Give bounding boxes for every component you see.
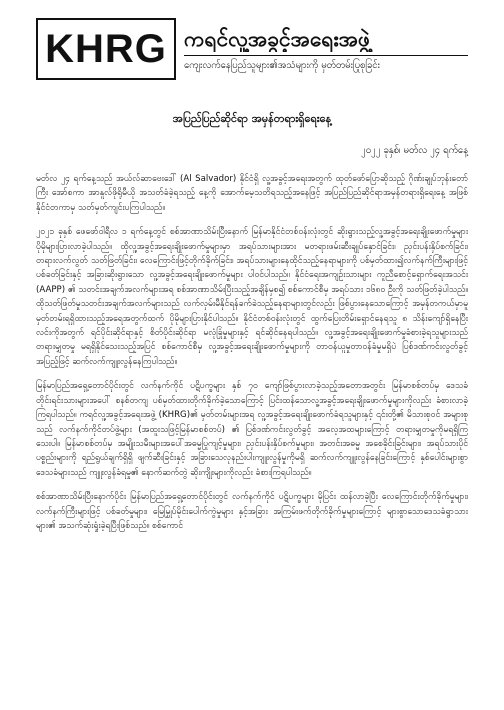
letterhead — [36, 18, 468, 80]
paragraph-4: စစ်အာဏာသိမ်းပြီးနောက်ပိုင်း မြန်မာပြည်အရှေ့တောင်ပိုင်းတွင် လက်နက်ကိုင် ပဋိပက္ခများ မိုပြင်း ထန်လာခဲ့ပြီး လေကြောင်းတိုက်ခိုက်မှုများ၊ လက်နက်ကြီးများဖြင့် ပစ်ခတ်မှုများ၊ မြေမြှုပ်မိုင်းပေါက်ကွဲမှုများ နှင့်အခြား အကြမ်းဖက်တိုက်ခိုက်မှုများကြောင့် များစွာသောဒေသခံရွာသားများ၏ အသက်ဆုံးရှုံးခဲ့ရပြီးဖြစ်သည်။ စစ်ကောင် — [36, 492, 468, 531]
document-title: အပြည်ပြည်ဆိုင်ရာ အမှန်တရားရှိရေးနေ့ — [172, 112, 332, 125]
paragraph-2: ၂၀၂၁ ခုနှစ် ဖေဖော်ဝါရီလ ၁ ရက်နေ့တွင် စစ်အာဏာသိမ်းပြီးနောက် မြန်မာနိုင်ငံတစ်ဝန်းလုံးတွင် ဆိုးရွားသည့်လူ့အခွင့်အရေးချိုးဖောက်မှုများ ပိုမိုများပြားလာခဲ့ပါသည်။ ထိုလူ့အခွင့်အရေးချိုးဖောက်မှုများမှာ အရပ်သားများအား မတရားဖမ်းဆီးချုပ်နှောင်ခြင်း၊ ညှင်းပန်းနှိပ်စက်ခြင်း၊ တရားလက်လွတ် သတ်ဖြတ်ခြင်း၊ လေကြောင်းဖြင့်တိုက်ခိုက်ခြင်း၊ အရပ်သားများနေထိုင်သည့်နေရာများကို ပစ်မှတ်ထား၍လက်နက်ကြီးများဖြင့်ပစ်ခတ်ခြင်းနှင့် အခြားဆိုးရွားသော လူ့အခွင့်အရေးချိုးဖောက်မှုများ ပါဝင်ပါသည်။ နိုင်ငံရေးအကျဉ်းသားများ ကူညီစောင့်ရှောက်ရေးအသင်း (AAPP) ၏ သတင်းအချက်အလက်များအရ စစ်အာဏာသိမ်းပြီးသည့်အချိန်မှစ၍ စစ်ကောင်စီမှ အရပ်သား ၁၆၈၀ ဦးကို သတ်ဖြတ်ခဲ့ပါသည်။ ထိုသတ်ဖြတ်မှုသတင်းအချက်အလက်များသည် လက်လှမ်းမီနိုင်ရန်ခက်ခဲသည့်နေရာများတွင်လည်း ဖြစ်ပွားနေသောကြောင့် အမှန်တကယ်မှာမူ မှတ်တမ်းရရှိထားသည့်အရေအတွက်ထက် ပိုမိုများပြားနိုင်ပါသည်။ နိုင်ငံတစ်ဝန်းလုံးတွင် ထွက်ပြေးတိမ်းရှောင်နေရသူ ၈ သိန်းကျော်ရှိနေပြီးလင်းကိုအတွက် ရင်ပိုင်းဆိုင်ရာနှင့် စိတ်ပိုင်းဆိုင်ရာ မလုံခြုံမှုများနှင့် ရင်ဆိုင်နေရပါသည်။ လူ့အခွင့်အရေးချိုးဖောက်မှုခံစားခဲ့ရသူများသည် တရားမျှတမှု မရရှိနိုင်သေးသည့်အပြင် စစ်ကောင်စီမှ လူ့အခွင့်အရေးချိုးဖောက်မှုများကို တာဝန်ယူမှုတာဝန်ခံမှုမရှိပဲ ပြစ်ဒဏ်ကင်းလွတ်ခွင့်အပြည့်ဖြင့် ဆက်လက်ကျူးလွန်နေကြပါသည်။ — [36, 227, 468, 367]
org-tagline: ကျေးလက်နေပြည်သူများ၏အသံများကို မှတ်တမ်းပြုစုခြင်း — [184, 55, 468, 73]
paragraph-3: မြန်မာပြည်အရှေ့တောင်ပိုင်းတွင် လက်နက်ကိုင် ပဋိပက္ခများ နှစ် ၇၀ ကျော်ဖြစ်ပွားလာခဲ့သည့်အတောအတွင်း မြန်မာစစ်တပ်မှ ဒေသခံတိုင်းရင်းသားများအပေါ် စနစ်တကျ ပစ်မှတ်ထားတိုက်ခိုက်ခဲ့သောကြောင့် ပြင်းထန်သောလူ့အခွင့်အရေးချိုးဖောက်မှုများကိုလည်း ခံစားလာခဲ့ကြရပါသည်။ ကရင်လူ့အခွင့်အရေးအဖွဲ့ (KHRG)၏ မှတ်တမ်းများအရ လူ့အခွင့်အရေးချိုးဖောက်ခံရသူများနှင့် ၎င်းတို့၏ မိသားစုဝင် အများစုသည် လက်နက်ကိုင်တပ်ဖွဲ့များ (အထူးသဖြင့်မြန်မာစစ်တပ်) ၏ ပြစ်ဒဏ်ကင်းလွတ်ခွင့် အလေ့အထများကြောင့် တရားမျှတမှုကိုမရရှိကြသေးပါ။ မြန်မာစစ်တပ်မှ အမျိုးသမီးများအပေါ်အဓမ္မပြုကျင့်မှုများ၊ ညှင်းပန်းနှိပ်စက်မှုများ၊ အတင်းအဓမ္မ အစေခိုင်းခြင်းများ၊ အရပ်သားပိုင်ပစ္စည်းများကို ရည်ရွယ်ချက်ရှိရှိ ဖျက်ဆီးခြင်းနှင့် အခြားသေလုနည်းပါးကျူးလွန်မှုကိုမရှိ ဆက်လက်ကျူးလွန်နေခြင်းကြောင့် နှစ်ပေါင်းများစွာ ဒေသခံများသည် ကျူးလွန်ခံရမှု၏ နောက်ဆက်တွဲ ဆိုးကျိုးများကိုလည်း ခံစားကြရပါသည်။ — [36, 381, 468, 478]
document-body — [36, 172, 468, 533]
org-name: ကရင်လူ့အခွင့်အရေးအဖွဲ့ — [184, 26, 371, 51]
khrg-logo — [36, 18, 176, 80]
org-heading — [176, 18, 468, 80]
logo-text: KHRG — [45, 26, 167, 71]
paragraph-1: မတ်လ ၂၄ ရက်နေ့သည် အယ်လ်ဆာဗေးဒေါ် (Al Salvador) နိုင်ငံရှိ လူ့အခွင့်အရေးအတွက် ထုတ်ဖော်ပြောဆိုသည့် ဂိုဏ်းချုပ်ဘုန်းတော်ကြီး အော်စကာ အာနူလ်ဖိုရိုမီယို အသတ်ခံခဲ့ရသည့် နေ့ကို အောက်မေ့သတိရသည့်အနေဖြင့် အပြည်ပြည်ဆိုင်ရာအမှန်တရားရှိရေးနေ့ အဖြစ်နိုင်ငံတကာမှ သတ်မှတ်ကျင်းပကြပါသည်။ — [36, 174, 468, 213]
document-date: ၂၀၂၂ ခုနှစ်၊ မတ်လ ၂၄ ရက်နေ့ — [361, 145, 468, 156]
